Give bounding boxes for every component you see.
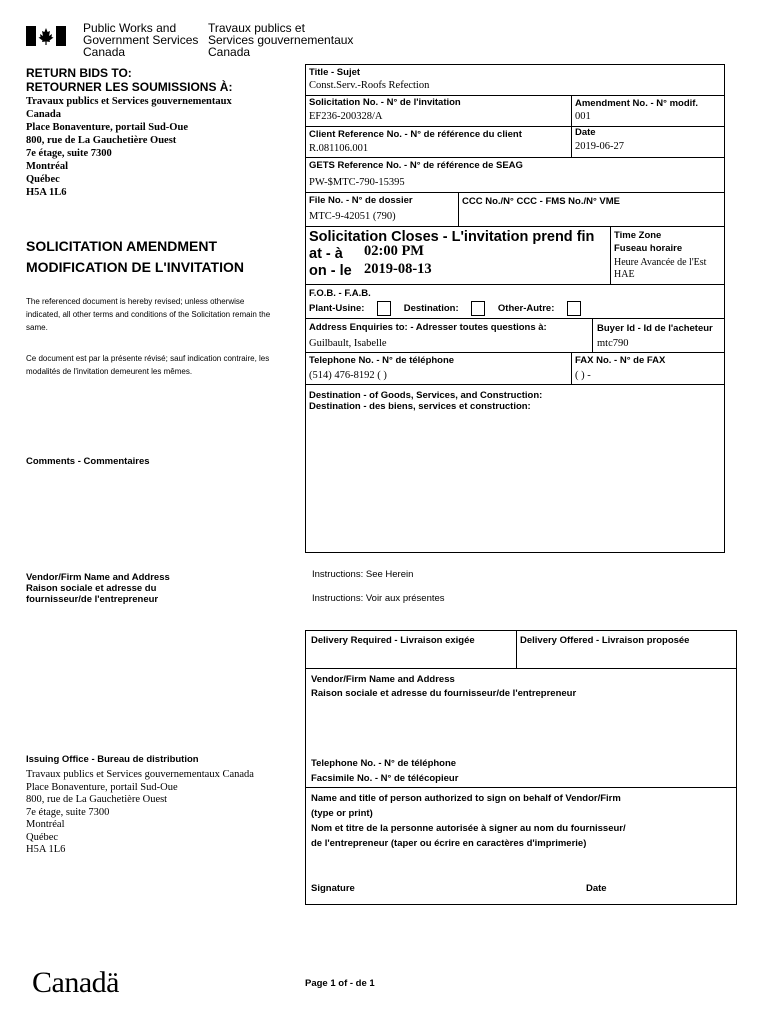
canada-wordmark: Canadä	[32, 966, 119, 999]
date-label: Date	[575, 127, 596, 138]
solicitation-value: EF236-200328/A	[309, 111, 383, 122]
amendment-title: SOLICITATION AMENDMENT MODIFICATION DE L'INVITATION	[26, 238, 244, 275]
timezone-value: Heure Avancée de l'Est HAE	[614, 257, 707, 280]
vendor-facsimile-label: Facsimile No. - N° de télécopieur	[311, 773, 459, 784]
telephone-value: (514) 476-8192 ( )	[309, 370, 387, 381]
fob-label: F.O.B. - F.A.B.	[309, 288, 371, 299]
closes-date: 2019-08-13	[364, 261, 432, 277]
instructions-fr: Instructions: Voir aux présentes	[312, 593, 445, 604]
other-checkbox[interactable]	[567, 301, 581, 316]
address-enquiries-value: Guilbault, Isabelle	[309, 338, 387, 349]
page-number: Page 1 of - de 1	[305, 978, 375, 989]
plant-checkbox[interactable]	[377, 301, 391, 316]
gets-value: PW-$MTC-790-15395	[309, 177, 405, 188]
signature-label: Signature	[311, 883, 355, 894]
other-label: Other-Autre:	[497, 303, 555, 315]
destination-checkbox[interactable]	[471, 301, 485, 316]
issuing-office-address: Travaux publics et Services gouvernementaux Canada Place Bonaventure, portail Sud-Oue 800, rue de La Gauchetière Ouest 7e étage, suite 7300 Montréal Québec H5A 1L6	[26, 769, 254, 855]
closes-time: 02:00 PM	[364, 243, 424, 259]
file-label: File No. - N° de dossier	[309, 195, 413, 206]
fob-options	[309, 301, 581, 316]
fax-label: FAX No. - N° de FAX	[575, 355, 666, 366]
delivery-offered-label: Delivery Offered - Livraison proposée	[520, 635, 690, 646]
vendor-form-label: Vendor/Firm Name and Address Raison sociale et adresse du fournisseur/de l'entrepreneur	[311, 674, 577, 699]
closes-on-label: on - le	[309, 263, 352, 279]
closes-at-label: at - à	[309, 246, 343, 262]
vendor-left-label: Vendor/Firm Name and Address Raison sociale et adresse du fournisseur/de l'entrepreneur	[26, 572, 170, 605]
ccc-label: CCC No./N° CCC - FMS No./N° VME	[462, 196, 621, 207]
title-value: Const.Serv.-Roofs Refection	[309, 80, 430, 91]
return-bids-heading: RETURN BIDS TO: RETOURNER LES SOUMISSIONS À:	[26, 66, 233, 94]
buyer-value: mtc790	[597, 338, 629, 349]
return-bids-address: Travaux publics et Services gouvernementaux Canada Place Bonaventure, portail Sud-Oue 800, rue de La Gauchetière Ouest 7e étage, suite 7300 Montréal Québec H5A 1L6	[26, 96, 232, 198]
delivery-required-label: Delivery Required - Livraison exigée	[311, 635, 475, 646]
file-value: MTC-9-42051 (790)	[309, 211, 396, 222]
client-ref-label: Client Reference No. - N° de référence du client	[309, 129, 522, 140]
fax-value: ( ) -	[575, 370, 591, 381]
timezone-label: Time Zone Fuseau horaire	[614, 230, 683, 254]
buyer-label: Buyer Id - Id de l'acheteur	[597, 323, 713, 334]
destination-option-label: Destination:	[403, 303, 459, 315]
telephone-label: Telephone No. - N° de téléphone	[309, 355, 455, 366]
date-value: 2019-06-27	[575, 141, 624, 152]
department-name-fr: Travaux publics et Services gouvernementaux Canada	[208, 21, 354, 59]
solicitation-label: Solicitation No. - N° de l'invitation	[309, 97, 461, 108]
amendment-no-label: Amendment No. - N° modif.	[575, 98, 699, 109]
closes-label: Solicitation Closes - L'invitation prend fin	[309, 229, 595, 245]
instructions-en: Instructions: See Herein	[312, 569, 414, 580]
canada-flag-icon	[26, 26, 66, 46]
vendor-telephone-label: Telephone No. - N° de téléphone	[311, 758, 457, 769]
signature-date-label: Date	[586, 883, 607, 894]
department-name-en: Public Works and Government Services Canada	[83, 21, 199, 59]
gets-label: GETS Reference No. - N° de référence de SEAG	[309, 160, 523, 171]
amendment-notice-fr: Ce document est par la présente révisé; sauf indication contraire, les modalités de l'invitation demeurent les mêmes.	[26, 354, 270, 376]
client-ref-value: R.081106.001	[309, 143, 369, 154]
amendment-notice-en: The referenced document is hereby revised; unless otherwise indicated, all other terms and conditions of the Solicitation remain the same.	[26, 297, 271, 332]
comments-label: Comments - Commentaires	[26, 456, 150, 467]
title-label: Title - Sujet	[309, 67, 361, 78]
issuing-office-label: Issuing Office - Bureau de distribution	[26, 754, 199, 765]
amendment-no-value: 001	[575, 111, 591, 122]
address-enquiries-label: Address Enquiries to: - Adresser toutes questions à:	[309, 322, 547, 333]
plant-label: Plant-Usine:	[309, 303, 365, 315]
destination-goods-label: Destination - of Goods, Services, and Construction: Destination - des biens, services et construction:	[309, 390, 543, 412]
authorized-person-label: Name and title of person authorized to sign on behalf of Vendor/Firm (type or print) Nom et titre de la personne autorisée à signer au nom du fournisseur/ de l'entrepreneur (taper ou écrire en caractères d'imprimerie)	[311, 793, 626, 849]
